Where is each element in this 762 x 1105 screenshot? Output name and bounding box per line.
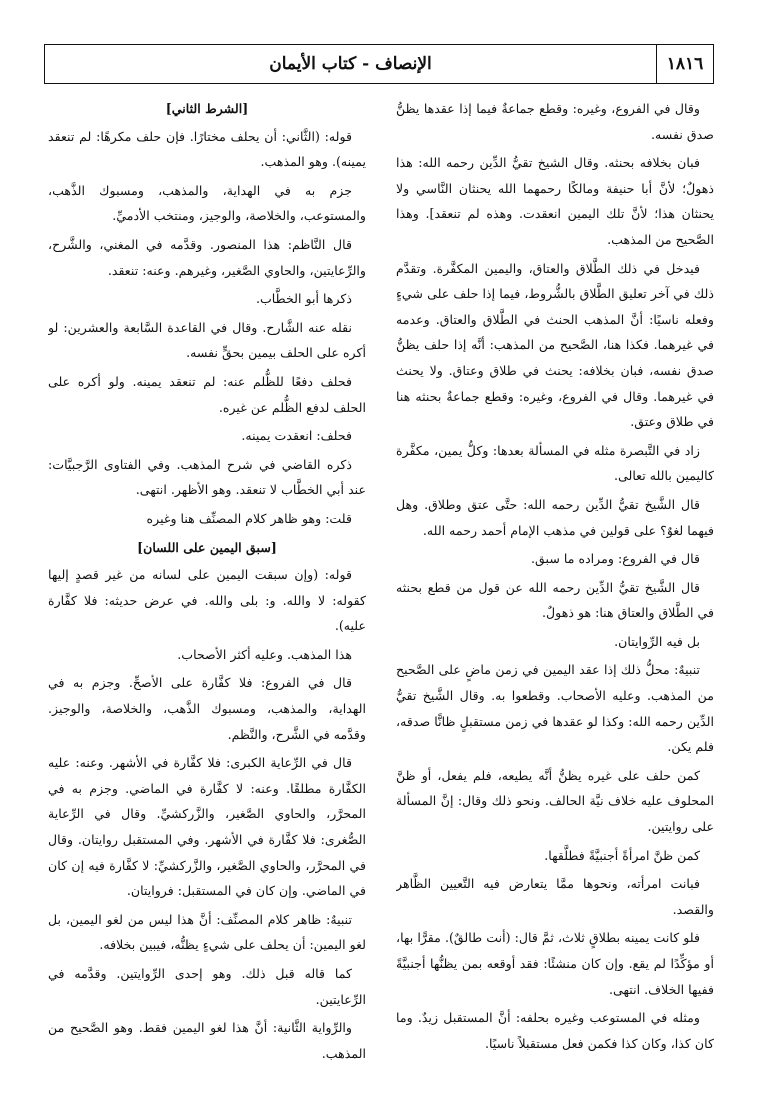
paragraph: وقال في الفروع، وغيره: وقطع جماعةٌ فيما إذا عقدها يظنُّ صدق نفسه. <box>396 101 714 142</box>
left-text-column <box>48 96 366 1093</box>
paragraph: والرِّواية الثَّانية: أنَّ هذا لغو اليمين فقط. وهو الصَّحيح من المذهب. <box>48 1020 366 1061</box>
paragraph: فلو كانت يمينه بطلاقٍ ثلاث، ثمَّ قال: (أنت طالقٌ). مقرًّا بها، أو مؤكِّدًا لم يقع. وإن كان منشئًا: فقد أوقعه بمن يظنُّها أجنبيَّةً ففيها الخلاف. انتهى. <box>396 930 714 997</box>
paragraph: زاد في التَّبصرة مثله في المسألة بعدها: وكلُّ يمين، مكفَّرة كاليمين بالله تعالى. <box>396 442 714 484</box>
paragraph: ذكره القاضي في شرح المذهب. وفي الفتاوى الرَّجبيَّات: عند أبي الخطَّاب لا تنعقد. وهو الأظهر. انتهى. <box>48 456 366 498</box>
right-text-column <box>396 96 714 1093</box>
running-title: الإنصاف - كتاب الأيمان <box>269 54 432 74</box>
paragraph: فحلف: انعقدت يمينه. <box>241 428 352 444</box>
paragraph: فبانت امرأته، ونحوها ممَّا يتعارض فيه التَّعيين الظَّاهر والقصد. <box>396 876 714 917</box>
paragraph: ومثله في المستوعب وغيره بحلفه: أنَّ المستقبل زيدٌ. وما كان كذا، وكان كذا فكمن فعل مستقبلاً ناسيًا. <box>396 1010 714 1051</box>
paragraph: قال في الفروع: فلا كفَّارة على الأصحِّ. وجزم به في الهداية، والمذهب، ومسبوك الذَّهب، والخلاصة، والوجيز. وقدَّمه في الشَّرح، والنَّظم. <box>48 675 366 742</box>
paragraph: كما قاله قبل ذلك. وهو إحدى الرِّوايتين. وقدَّمه في الرِّعايتين. <box>48 966 366 1007</box>
section-heading-second-condition: [الشرط الثاني] <box>165 101 249 116</box>
paragraph: كمن ظنَّ امرأةً أجنبيَّةً فطلَّقها. <box>544 847 700 863</box>
paragraph: قلت: وهو ظاهر كلام المصنِّف هنا وغيره <box>146 510 352 526</box>
paragraph: هذا المذهب. وعليه أكثر الأصحاب. <box>177 646 352 662</box>
paragraph: قال الشَّيخ تقيُّ الدِّين رحمه الله عن قول من قطع بحنثه في الطَّلاق والعتاق هنا: هو ذهولٌ. <box>396 579 714 621</box>
paragraph: قوله: (وإن سبقت اليمين على لسانه من غير قصدٍ إليها كقوله: لا والله. و: بلى والله. في عرض حديثه: فلا كفَّارة عليه). <box>48 567 366 634</box>
paragraph: ذكرها أبو الخطَّاب. <box>255 291 352 307</box>
paragraph: جزم به في الهداية، والمذهب، ومسبوك الذَّهب، والمستوعب، والخلاصة، والوجيز، ومنتخب الأدميِّ. <box>48 182 366 224</box>
paragraph: قوله: (الثَّاني: أن يحلف مختارًا. فإن حلف مكرهًا: لم تنعقد يمينه). وهو المذهب. <box>48 128 366 170</box>
section-second-condition <box>48 124 366 532</box>
paragraph: قال الشَّيخ تقيُّ الدِّين رحمه الله: حتَّى عتق وطلاق. وهل فيهما لغوٌ؟ على قولين في مذهب الإمام أحمد رحمه الله. <box>396 496 714 538</box>
paragraph: تنبيهٌ: محلُّ ذلك إذا عقد اليمين في زمن ماضٍ على الصَّحيح من المذهب. وعليه الأصحاب. وقطعوا به. وقال الشَّيخ تقيُّ الدِّين رحمه الله: وكذا لو عقدها في زمن مستقبلٍ ظانًّا صدقه، فلم يكن. <box>396 662 714 755</box>
paragraph: قال في الفروع: ومراده ما سبق. <box>531 551 700 567</box>
paragraph: نقله عنه الشَّارح. وقال في القاعدة السَّابعة والعشرين: لو أكره على الحلف بيمين بحقٍّ نفسه. <box>48 319 366 361</box>
section-heading-slip-of-tongue: [سبق اليمين على اللسان] <box>137 539 277 555</box>
paragraph: كمن حلف على غيره يظنُّ أنَّه يطيعه، فلم يفعل، أو ظنَّ المحلوف عليه خلاف نيَّة الحالف. ونحو ذلك وقال: إنَّ المسألة على روايتين. <box>396 767 714 835</box>
paragraph: فيدخل في ذلك الطَّلاق والعتاق، واليمين المكفَّرة. وتقدَّم ذلك في آخر تعليق الطَّلاق بالشُّروط، فيما إذا حلف على شيءٍ وفعله ناسيًا: أنَّ المذهب الحنث في الطَّلاق والعتاق. وعدمه في غيرهما. فكذا هنا، الصَّحيح من المذهب: أنَّه إذا حلف يظنُّ صدق نفسه، فبان بخلافه: يحنث في طلاق وعتاق. ولا يحنث في غيرهما. وقال في الفروع، وغيره: وقطع جماعةٌ بحنثه هنا في طلاق وعتق. <box>396 260 714 430</box>
paragraph: قال في الرِّعاية الكبرى: فلا كفَّارة في الأشهر. وعنه: عليه الكفَّارة مطلقًا. وعنه: لا كفَّارة في الماضي. وجزم به في المحرَّر، والحاوي الصَّغير، والزَّركشيِّ. وقال في الرِّعاية الصُّغرى: فلا كفَّارة في الأشهر. وفي المستقبل روايتان. وقال في المحرَّر، والحاوي الصَّغير، والزَّركشيِّ: لا كفَّارة فيه إن كان في الماضي. وإن كان في المستقبل: فروايتان. <box>48 755 366 899</box>
running-header <box>44 44 714 84</box>
paragraph: فحلف دفعًا للظُّلم عنه: لم تنعقد يمينه. ولو أكره على الحلف لدفع الظُّلم عن غيره. <box>48 373 366 415</box>
paragraph: فبان بخلافه بحنثه. وقال الشيخ تقيُّ الدِّين رحمه الله: هذا ذهولٌ؛ لأنَّ أبا حنيفة ومالكًا رحمهما الله يحنثان النَّاسي ولا يحنثان هذا؛ لأنَّ تلك اليمين انعقدت. وهذه لم تنعقد]. وهذا الصَّحيح من المذهب. <box>396 155 714 247</box>
paragraph: تنبيهٌ: ظاهر كلام المصنِّف: أنَّ هذا ليس من لغو اليمين، بل لغو اليمين: أن يحلف على شيءٍ يظنُّه، فيبين بخلافه. <box>48 911 366 953</box>
page-number: ١٨١٦ <box>656 45 713 83</box>
paragraph: قال النَّاظم: هذا المنصور. وقدَّمه في المغني، والشَّرح، والرِّعايتين، والحاوي الصَّغير، وغيرهم. وعنه: تنعقد. <box>48 236 366 278</box>
section-slip-of-tongue <box>48 562 366 1066</box>
paragraph: بل فيه الرِّوايتان. <box>614 633 700 649</box>
